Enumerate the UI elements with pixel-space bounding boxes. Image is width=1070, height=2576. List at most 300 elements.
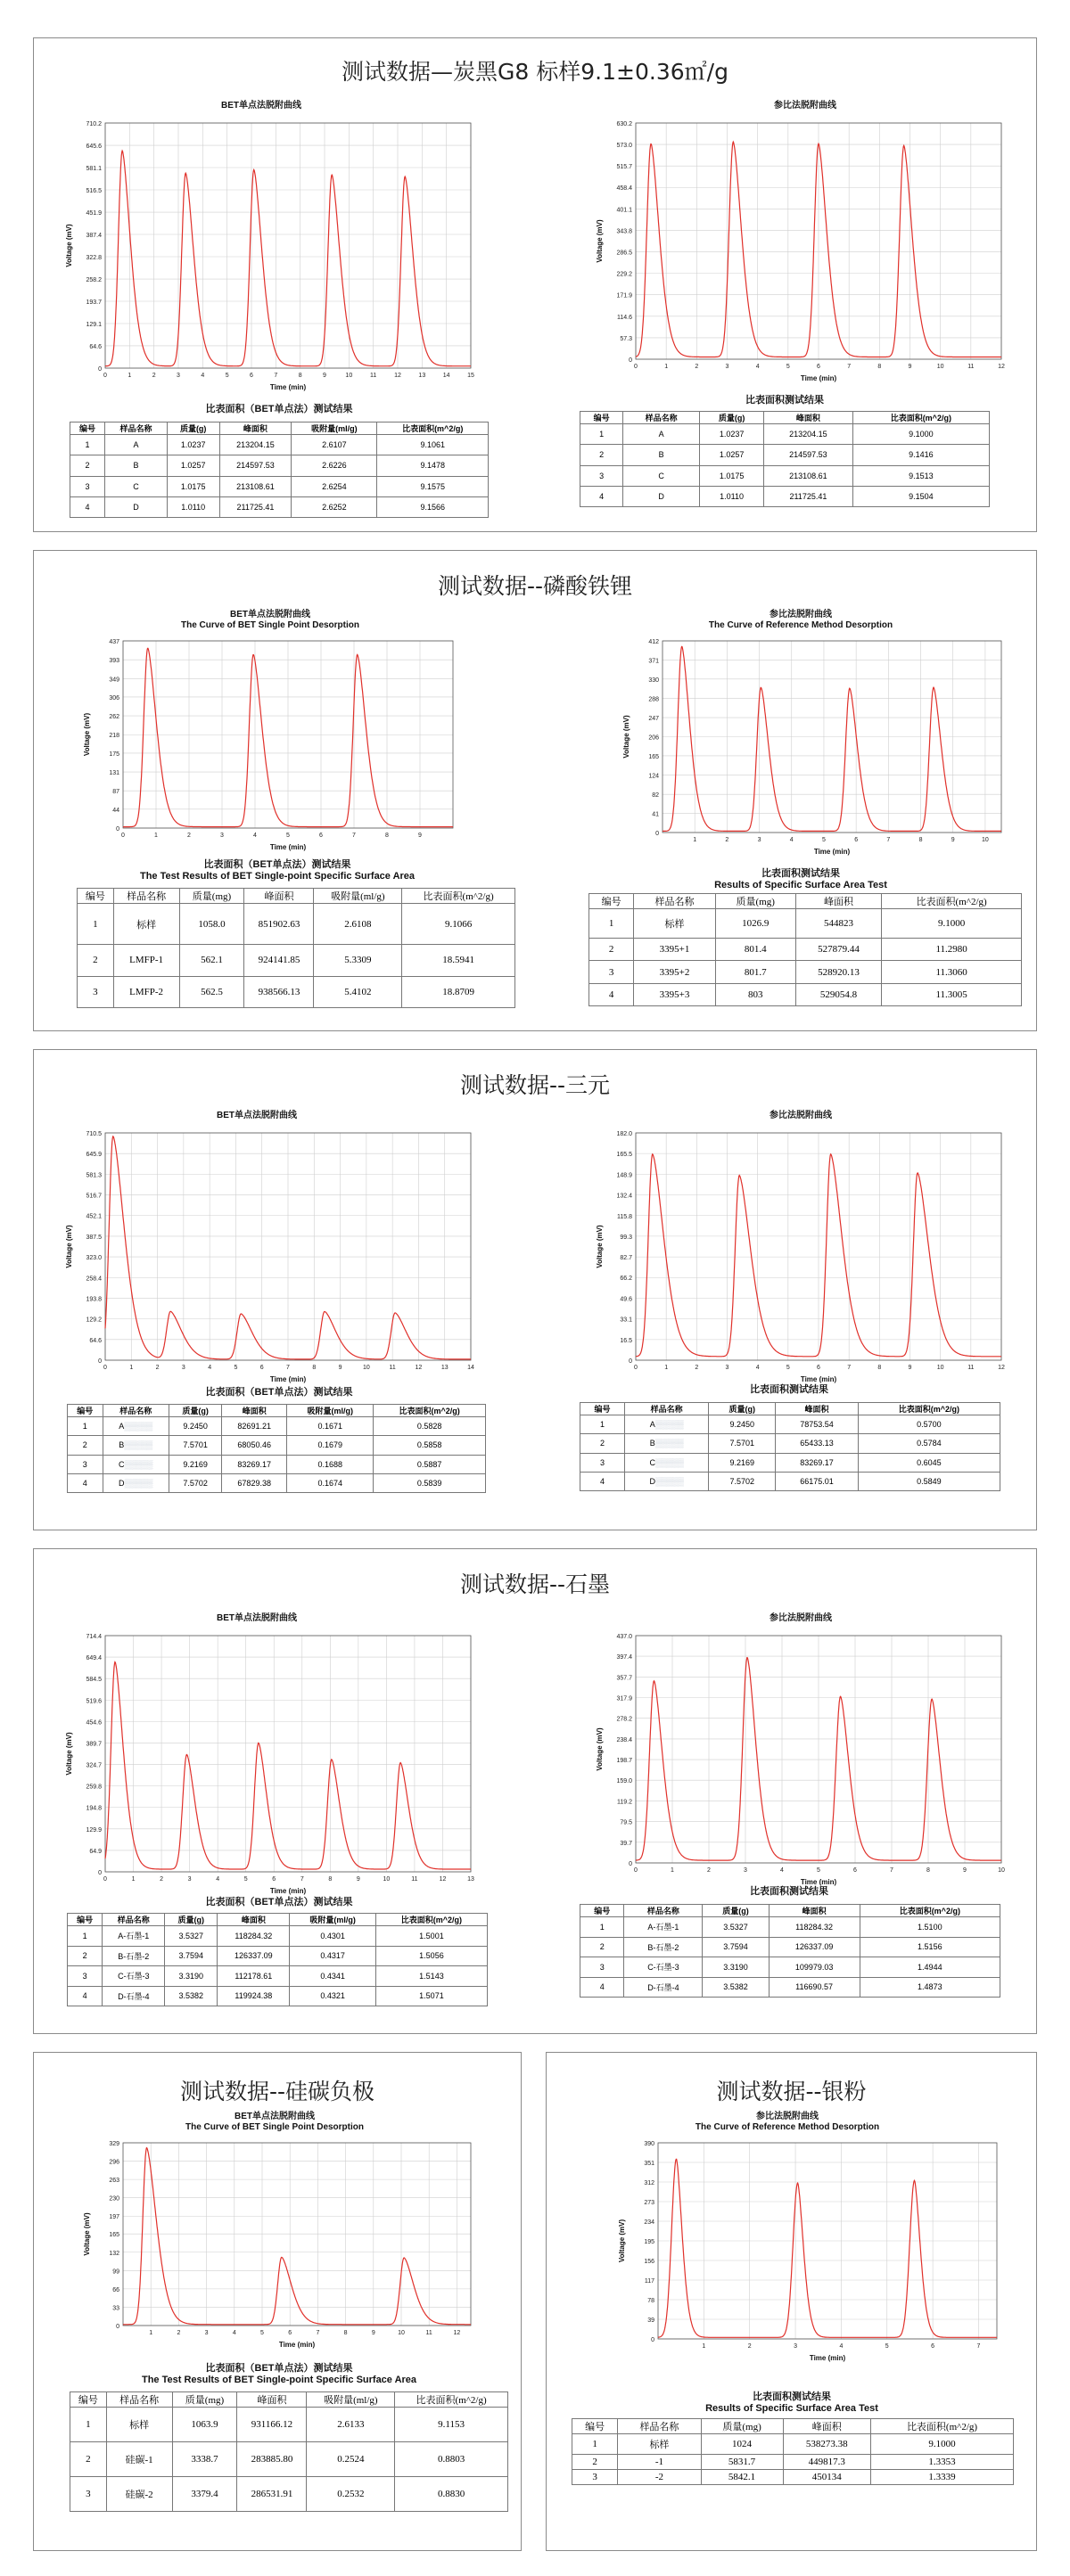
x-tick-label: 6: [288, 2330, 292, 2336]
table-cell: 803: [715, 983, 795, 1005]
y-tick-label: 156: [644, 2259, 654, 2265]
table-cell: 2: [70, 455, 105, 476]
y-tick-label: 0: [116, 826, 119, 833]
y-tick-label: 390: [644, 2141, 654, 2147]
table-cell: 5.3309: [314, 945, 402, 976]
column-header: 峰面积: [218, 1914, 290, 1926]
table-cell: 938566.13: [244, 976, 314, 1007]
x-tick-label: 2: [177, 2330, 181, 2336]
column-header: 质量(g): [169, 1405, 221, 1417]
table-cell: 3.5382: [703, 1977, 769, 1998]
table-cell: 2.6133: [307, 2408, 395, 2442]
y-tick-label: 79.5: [620, 1819, 632, 1826]
y-tick-label: 234: [644, 2219, 654, 2226]
x-tick-label: 6: [272, 1876, 276, 1883]
table-cell: 1.5156: [860, 1937, 1000, 1957]
table-cell: A▒▒▒▒▒: [625, 1415, 709, 1434]
table-row: [68, 1966, 488, 1987]
x-tick-label: 4: [232, 2330, 236, 2336]
table-cell: 9.1416: [852, 445, 989, 465]
x-axis-label: Time (min): [269, 1887, 307, 1895]
x-tick-label: 6: [817, 364, 820, 370]
x-tick-label: 6: [817, 1365, 820, 1371]
column-header: 质量(g): [703, 1905, 769, 1917]
column-header: 峰面积: [244, 889, 314, 904]
chart-reference-desorption: [613, 2138, 1006, 2366]
y-axis-label: Voltage (mV): [65, 1732, 73, 1776]
table-row: [580, 1453, 1000, 1472]
table-row: [580, 1917, 1000, 1938]
y-tick-label: 159.0: [616, 1778, 632, 1785]
x-axis-label: Time (min): [809, 2354, 846, 2362]
x-tick-label: 1: [671, 1867, 674, 1874]
line-chart: [78, 636, 462, 855]
line-chart: [591, 1128, 1010, 1387]
column-header: 样品名称: [103, 1405, 169, 1417]
table-cell: 7.5701: [169, 1436, 221, 1455]
table-cell: 0.1679: [287, 1436, 374, 1455]
panel-lfp: [33, 550, 1037, 1031]
table-row: [68, 1436, 486, 1455]
y-tick-label: 387.4: [86, 232, 102, 239]
table-cell: 1.3339: [870, 2469, 1013, 2484]
table-cell: 2.6252: [292, 496, 377, 517]
table-cell: 1.4873: [860, 1977, 1000, 1998]
line-chart: [61, 1631, 480, 1899]
table-row: [589, 909, 1022, 939]
x-axis-label: Time (min): [800, 374, 837, 382]
table-cell: 2.6226: [292, 455, 377, 476]
column-header: 样品名称: [634, 894, 715, 909]
table-row: [589, 961, 1022, 983]
x-tick-label: 7: [286, 1365, 290, 1371]
y-tick-label: 41: [652, 811, 659, 818]
y-tick-label: 262: [109, 714, 119, 721]
y-axis-label: Voltage (mV): [596, 219, 604, 263]
x-tick-label: 1: [154, 833, 158, 839]
column-header: 质量(g): [167, 422, 219, 435]
table-cell: B▒▒▒▒▒: [103, 1436, 169, 1455]
x-tick-label: 11: [370, 373, 377, 379]
table-header-row: [580, 1403, 1000, 1415]
y-tick-label: 194.8: [86, 1805, 102, 1812]
x-tick-label: 3: [794, 2343, 798, 2350]
column-header: 质量(g): [165, 1914, 218, 1926]
table-cell: 9.1000: [852, 424, 989, 445]
x-tick-label: 4: [216, 1876, 220, 1883]
y-tick-label: 710.2: [86, 121, 102, 127]
table-cell: 3: [589, 961, 634, 983]
x-tick-label: 4: [201, 373, 205, 379]
x-tick-label: 9: [908, 364, 912, 370]
table-cell: 119924.38: [218, 1986, 290, 2006]
panel-title: 测试数据--磷酸铁锂: [437, 573, 633, 599]
x-tick-label: 3: [725, 1365, 729, 1371]
panel-title: 测试数据--银粉: [716, 2079, 867, 2104]
table-cell: 9.2169: [709, 1453, 776, 1472]
results-table: [580, 411, 990, 507]
table-cell: 9.2169: [169, 1455, 221, 1473]
table-cell: 9.1478: [377, 455, 489, 476]
x-tick-label: 9: [951, 837, 955, 843]
chart-reference-desorption: [618, 636, 1010, 859]
table-cell: 1: [580, 1415, 625, 1434]
y-tick-label: 99.3: [620, 1234, 632, 1241]
table-row: [68, 1946, 488, 1966]
column-header: 质量(mg): [172, 2392, 237, 2408]
y-tick-label: 119.2: [617, 1799, 632, 1806]
x-tick-label: 2: [160, 1876, 164, 1883]
table-cell: 1.0257: [167, 455, 219, 476]
table-cell: 1: [70, 2408, 107, 2442]
x-tick-label: 10: [936, 364, 944, 370]
table-cell: 112178.61: [218, 1966, 290, 1987]
x-tick-label: 12: [453, 2330, 461, 2336]
table-cell: 3395+3: [634, 983, 715, 1005]
table-title: 比表面积测试结果: [750, 1384, 828, 1395]
panel-silver-powder: [546, 2052, 1037, 2551]
y-tick-label: 171.9: [616, 292, 632, 299]
table-cell: 0.2524: [307, 2442, 395, 2477]
y-tick-label: 278.2: [616, 1716, 632, 1723]
table-cell: 0.5828: [374, 1417, 486, 1436]
y-tick-label: 714.4: [86, 1634, 102, 1640]
x-tick-label: 12: [394, 373, 401, 379]
table-cell: 213108.61: [764, 465, 852, 486]
panel-title: 测试数据--硅碳负极: [179, 2079, 375, 2104]
y-tick-label: 397.4: [616, 1654, 632, 1661]
column-header: 样品名称: [113, 889, 179, 904]
column-header: 样品名称: [624, 1905, 703, 1917]
line-chart: [78, 2138, 480, 2352]
table-cell: 528920.13: [795, 961, 881, 983]
column-header: 样品名称: [106, 2392, 172, 2408]
table-cell: 4: [589, 983, 634, 1005]
table-cell: 9.2450: [709, 1415, 776, 1434]
table-cell: 18.5941: [402, 945, 515, 976]
column-header: 比表面积(m^2/g): [870, 2419, 1013, 2434]
table-cell: D▒▒▒▒▒: [103, 1473, 169, 1492]
y-tick-label: 16.5: [620, 1337, 632, 1344]
results-table: [70, 422, 489, 518]
table-cell: 449817.3: [783, 2454, 870, 2469]
table-cell: 801.7: [715, 961, 795, 983]
y-tick-label: 78: [647, 2298, 654, 2304]
table-cell: 68050.46: [222, 1436, 287, 1455]
x-tick-label: 10: [982, 837, 989, 843]
chart-bet-desorption: [61, 1631, 480, 1899]
x-tick-label: 7: [886, 837, 891, 843]
y-tick-label: 437: [109, 639, 119, 645]
table-cell: 硅碳-1: [106, 2442, 172, 2477]
y-axis-label: Voltage (mV): [596, 1727, 604, 1771]
column-header: 峰面积: [222, 1405, 287, 1417]
y-tick-label: 198.7: [616, 1758, 632, 1765]
table-cell: 9.1066: [402, 904, 515, 945]
table-cell: 7.5701: [709, 1434, 776, 1453]
x-tick-label: 9: [356, 1876, 360, 1883]
column-header: 编号: [580, 412, 623, 424]
table-cell: C: [105, 476, 168, 496]
x-tick-label: 4: [780, 1867, 784, 1874]
table-cell: 0.5858: [374, 1436, 486, 1455]
column-header: 吸附量(ml/g): [314, 889, 402, 904]
table-cell: B▒▒▒▒▒: [625, 1434, 709, 1453]
table-cell: 2: [68, 1946, 103, 1966]
results-table: [580, 1904, 1000, 1998]
table-cell: 2: [580, 1937, 624, 1957]
table-cell: 1: [68, 1926, 103, 1947]
y-tick-label: 515.7: [616, 164, 632, 171]
table-cell: 0.4301: [290, 1926, 375, 1947]
x-tick-label: 4: [789, 837, 794, 843]
table-cell: 2: [572, 2454, 618, 2469]
table-row: [68, 1473, 486, 1492]
x-tick-label: 3: [757, 837, 761, 843]
table-cell: 5831.7: [701, 2454, 783, 2469]
table-header-row: [580, 1905, 1000, 1917]
y-tick-label: 710.5: [86, 1131, 102, 1137]
x-tick-label: 1: [693, 837, 697, 843]
column-header: 编号: [572, 2419, 618, 2434]
x-tick-label: 9: [908, 1365, 912, 1371]
table-cell: 214597.53: [764, 445, 852, 465]
chart-reference-desorption: [591, 119, 1010, 386]
table-cell: A-石墨-1: [624, 1917, 703, 1938]
table-row: [589, 983, 1022, 1005]
y-tick-label: 82: [652, 792, 659, 800]
table-cell: C▒▒▒▒▒: [103, 1455, 169, 1473]
y-tick-label: 132.4: [616, 1193, 632, 1200]
x-tick-label: 2: [695, 364, 699, 370]
x-tick-label: 11: [967, 364, 975, 370]
table-cell: 126337.09: [218, 1946, 290, 1966]
x-tick-label: 11: [389, 1365, 396, 1371]
table-cell: 1: [78, 904, 114, 945]
x-tick-label: 3: [220, 833, 224, 839]
chart-title: 参比法脱附曲线: [774, 101, 836, 111]
table-cell: B: [623, 445, 700, 465]
y-tick-label: 206: [648, 734, 659, 742]
table-cell: 3: [580, 1957, 624, 1978]
table-cell: 109979.03: [769, 1957, 860, 1978]
table-cell: 211725.41: [219, 496, 292, 517]
table-cell: 2: [580, 445, 623, 465]
table-cell: 0.1674: [287, 1473, 374, 1492]
table-cell: 5.4102: [314, 976, 402, 1007]
table-row: [68, 1455, 486, 1473]
table-cell: B-石墨-2: [624, 1937, 703, 1957]
y-tick-label: 132: [109, 2250, 119, 2257]
table-cell: 4: [580, 486, 623, 506]
x-tick-label: 6: [250, 373, 253, 379]
table-title: 比表面积（BET单点法）测试结果: [205, 1387, 353, 1398]
table-cell: 78753.54: [776, 1415, 858, 1434]
x-tick-label: 0: [121, 833, 125, 839]
table-cell: 0.4321: [290, 1986, 375, 2006]
y-tick-label: 99: [112, 2268, 119, 2276]
y-tick-label: 357.7: [616, 1675, 632, 1682]
x-tick-label: 12: [415, 1365, 423, 1371]
table-cell: 3: [580, 1453, 625, 1472]
y-tick-label: 238.4: [616, 1736, 632, 1743]
table-cell: 9.1513: [852, 465, 989, 486]
chart-title: 参比法脱附曲线: [770, 1111, 832, 1120]
y-tick-label: 33: [112, 2305, 119, 2312]
x-tick-label: 0: [634, 1867, 638, 1874]
table-cell: 2.6254: [292, 476, 377, 496]
column-header: 样品名称: [625, 1403, 709, 1415]
column-header: 峰面积: [764, 412, 852, 424]
table-cell: D-石墨-4: [624, 1977, 703, 1998]
y-tick-label: 64.9: [89, 1848, 102, 1855]
x-tick-label: 10: [345, 373, 353, 379]
table-cell: 4: [68, 1986, 103, 2006]
column-header: 编号: [580, 1905, 624, 1917]
table-cell: 0.8830: [395, 2477, 508, 2512]
table-cell: 4: [580, 1472, 625, 1490]
table-row: [68, 1986, 488, 2006]
x-tick-label: 9: [963, 1867, 967, 1874]
chart-title: 参比法脱附曲线 The Curve of Reference Method Desorption: [708, 610, 893, 630]
y-axis-label: Voltage (mV): [65, 1225, 73, 1268]
table-row: [580, 465, 990, 486]
x-tick-label: 2: [695, 1365, 699, 1371]
results-table: [67, 1913, 488, 2006]
line-chart: [618, 636, 1010, 859]
table-header-row: [580, 412, 990, 424]
table-row: [70, 435, 489, 455]
y-tick-label: 584.5: [86, 1677, 102, 1684]
x-tick-label: 8: [312, 1365, 317, 1371]
x-tick-label: 3: [204, 2330, 209, 2336]
x-tick-label: 7: [352, 833, 356, 839]
table-cell: 2: [589, 939, 634, 961]
table-header-row: [572, 2419, 1014, 2434]
table-cell: 3.5327: [703, 1917, 769, 1938]
column-header: 质量(g): [709, 1403, 776, 1415]
x-axis-label: Time (min): [269, 383, 307, 391]
x-tick-label: 14: [467, 1365, 474, 1371]
y-tick-label: 312: [644, 2180, 654, 2186]
table-cell: 1.0110: [699, 486, 763, 506]
y-tick-label: 581.1: [86, 165, 102, 172]
y-tick-label: 296: [109, 2159, 119, 2166]
table-cell: 801.4: [715, 939, 795, 961]
column-header: 编号: [70, 422, 105, 435]
column-header: 样品名称: [103, 1914, 165, 1926]
x-tick-label: 0: [634, 364, 638, 370]
y-tick-label: 247: [648, 716, 659, 723]
y-tick-label: 451.9: [86, 210, 102, 217]
y-tick-label: 393: [109, 658, 119, 665]
y-tick-label: 630.2: [616, 121, 632, 127]
table-row: [70, 2442, 508, 2477]
y-tick-label: 129.9: [86, 1826, 102, 1834]
table-row: [580, 1415, 1000, 1434]
y-tick-label: 0: [98, 1870, 102, 1876]
table-cell: 65433.13: [776, 1434, 858, 1453]
x-tick-label: 10: [383, 1876, 391, 1883]
x-tick-label: 14: [442, 373, 450, 379]
line-chart: [61, 1128, 480, 1387]
x-tick-label: 1: [664, 1365, 669, 1371]
table-header-row: [68, 1914, 488, 1926]
table-cell: 11.3060: [882, 961, 1022, 983]
y-tick-label: 165: [648, 753, 659, 760]
column-header: 吸附量(ml/g): [292, 422, 377, 435]
y-tick-label: 401.1: [616, 207, 632, 214]
y-tick-label: 229.2: [616, 271, 632, 278]
y-tick-label: 148.9: [616, 1172, 632, 1179]
x-tick-label: 4: [253, 833, 257, 839]
x-tick-label: 4: [208, 1365, 212, 1371]
x-tick-label: 0: [103, 373, 107, 379]
y-tick-label: 0: [655, 831, 659, 837]
table-row: [572, 2469, 1014, 2484]
table-cell: 286531.91: [237, 2477, 307, 2512]
y-tick-label: 389.7: [86, 1741, 102, 1748]
table-cell: 7.5702: [169, 1473, 221, 1492]
y-tick-label: 87: [112, 789, 119, 796]
chart-title: BET单点法脱附曲线 The Curve of BET Single Point Desorption: [185, 2112, 364, 2132]
column-header: 峰面积: [776, 1403, 858, 1415]
table-cell: 3: [78, 976, 114, 1007]
chart-title: BET单点法脱附曲线: [217, 1613, 297, 1623]
column-header: 比表面积(m^2/g): [852, 412, 989, 424]
table-cell: 标样: [634, 909, 715, 939]
table-row: [78, 945, 515, 976]
y-tick-label: 0: [98, 366, 102, 373]
table-cell: 18.8709: [402, 976, 515, 1007]
x-tick-label: 6: [931, 2343, 935, 2350]
table-cell: 562.1: [179, 945, 244, 976]
table-cell: 1.0257: [699, 445, 763, 465]
column-header: 吸附量(ml/g): [287, 1405, 374, 1417]
x-tick-label: 7: [274, 373, 278, 379]
x-tick-label: 6: [853, 1867, 857, 1874]
table-cell: 3: [68, 1455, 103, 1473]
table-cell: A: [623, 424, 700, 445]
x-tick-label: 13: [467, 1876, 474, 1883]
table-cell: 82691.21: [222, 1417, 287, 1436]
x-tick-label: 1: [128, 373, 132, 379]
x-tick-label: 3: [177, 373, 180, 379]
table-cell: C-石墨-3: [103, 1966, 165, 1987]
column-header: 质量(mg): [701, 2419, 783, 2434]
x-tick-label: 8: [298, 373, 302, 379]
table-row: [68, 1417, 486, 1436]
y-tick-label: 131: [109, 770, 119, 777]
table-cell: 2: [580, 1434, 625, 1453]
x-tick-label: 2: [155, 1365, 160, 1371]
table-header-row: [78, 889, 515, 904]
y-tick-label: 82.7: [620, 1255, 632, 1262]
y-axis-label: Voltage (mV): [83, 2212, 91, 2256]
x-tick-label: 13: [440, 1365, 449, 1371]
column-header: 峰面积: [795, 894, 881, 909]
table-cell: 1026.9: [715, 909, 795, 939]
y-tick-label: 64.6: [89, 1337, 102, 1344]
y-tick-label: 44: [112, 807, 119, 814]
table-title: 比表面积测试结果: [745, 395, 824, 406]
panel-title: 测试数据--石墨: [459, 1571, 611, 1597]
y-tick-label: 0: [629, 357, 632, 364]
y-tick-label: 454.6: [86, 1719, 102, 1727]
y-axis-label: Voltage (mV): [622, 715, 630, 759]
column-header: 编号: [68, 1405, 103, 1417]
table-cell: 118284.32: [218, 1926, 290, 1947]
